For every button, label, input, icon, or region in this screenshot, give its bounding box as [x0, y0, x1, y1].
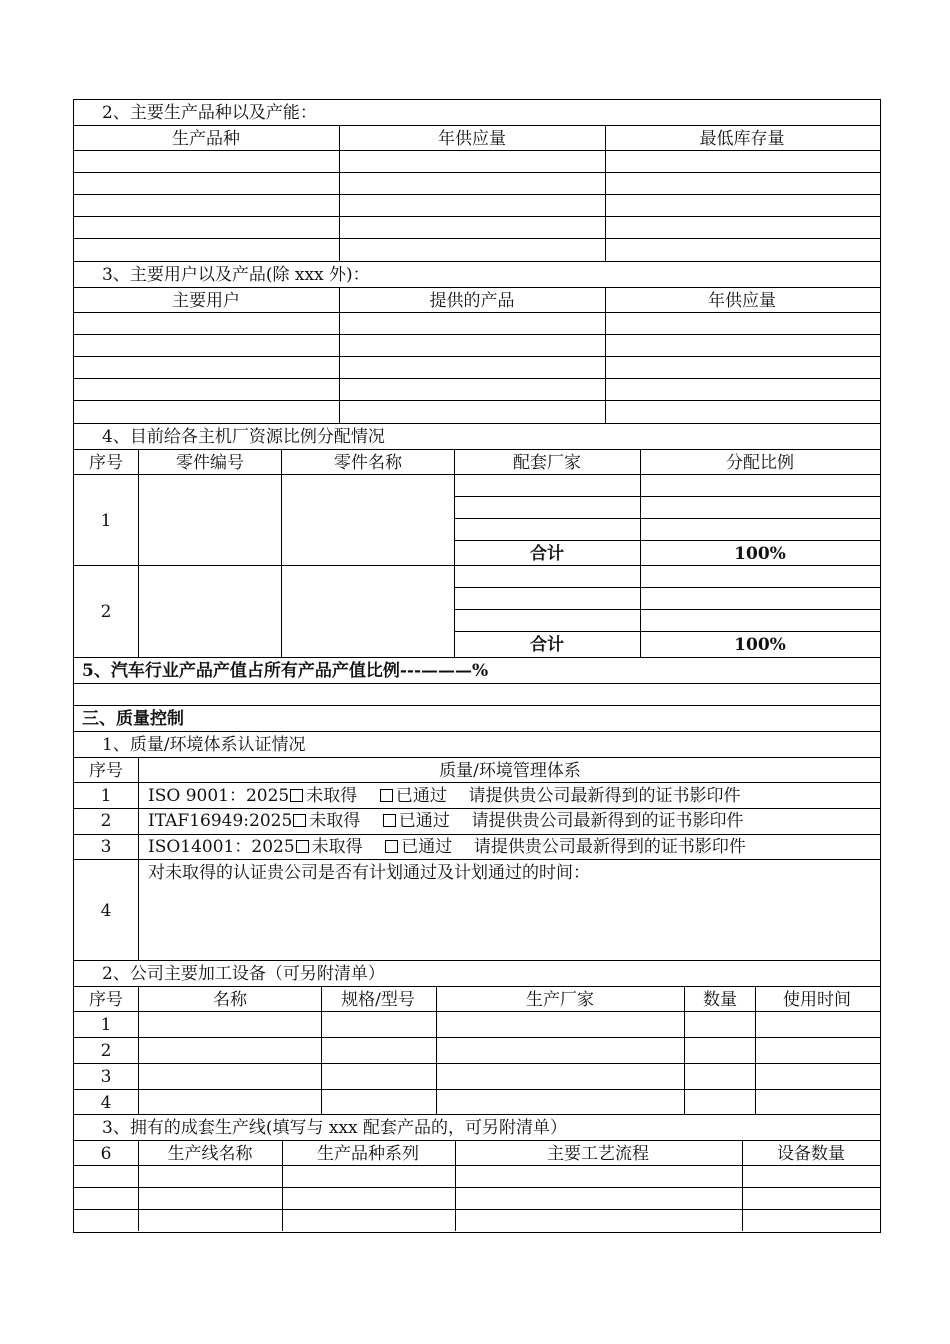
cert-row-3-seq: 3 [100, 837, 112, 857]
equipment-row-seq: 4 [100, 1093, 112, 1113]
group-1-total-label: 合计 [530, 544, 564, 564]
col-header-pl-equipment-count: 设备数量 [777, 1144, 845, 1164]
section-heading-auto-ratio: 5、汽车行业产品产值占所有产品产值比例---———% [82, 661, 489, 681]
cert-row-3 [148, 837, 746, 857]
quality-control-title: 三、质量控制 [82, 709, 184, 729]
col-header-eq-seq: 序号 [89, 990, 123, 1010]
group-2-total-label: 合计 [530, 635, 564, 655]
section-heading-customers: 3、主要用户以及产品(除 xxx 外)： [102, 265, 370, 285]
checkbox-passed[interactable] [385, 840, 398, 853]
cert-row-1 [148, 786, 740, 806]
equipment-row-seq: 3 [100, 1067, 112, 1087]
col-header-management-system: 质量/环境管理体系 [439, 761, 581, 781]
option-label: 未取得 [309, 811, 361, 831]
col-header-eq-manufacturer: 生产厂家 [526, 990, 594, 1010]
cert-request-note: 请提供贵公司最新得到的证书影印件 [468, 786, 741, 806]
checkbox-not-obtained[interactable] [290, 789, 303, 802]
col-header-pl-process: 主要工艺流程 [547, 1144, 649, 1164]
col-header-cert-seq: 序号 [89, 761, 123, 781]
cert-row-1-seq: 1 [100, 786, 112, 806]
checkbox-not-obtained[interactable] [293, 814, 306, 827]
cert-standard: ISO 9001：2025 [148, 786, 290, 806]
checkbox-passed[interactable] [380, 789, 393, 802]
col-header-seq: 序号 [89, 453, 123, 473]
col-header-eq-spec: 规格/型号 [341, 990, 415, 1010]
col-header-eq-service-time: 使用时间 [783, 990, 851, 1010]
cert-plan-question[interactable]: 对未取得的认证贵公司是否有计划通过及计划通过的时间： [148, 863, 590, 883]
col-header-eq-name: 名称 [213, 990, 247, 1010]
group-1-total-value: 100% [734, 544, 786, 564]
option-label: 未取得 [306, 786, 358, 806]
production-line-heading: 3、拥有的成套生产线(填写与 xxx 配套产品的，可另附清单） [102, 1118, 568, 1138]
cert-standard: ISO14001：2025 [148, 837, 295, 857]
col-header-product-variety: 生产品种 [172, 129, 240, 149]
cert-request-note: 请提供贵公司最新得到的证书影印件 [473, 837, 746, 857]
certification-heading: 1、质量/环境体系认证情况 [102, 735, 306, 755]
col-header-ratio: 分配比例 [726, 453, 794, 473]
checkbox-not-obtained[interactable] [296, 840, 309, 853]
option-label: 已通过 [401, 837, 453, 857]
section-heading-production: 2、主要生产品种以及产能： [102, 103, 317, 123]
checkbox-passed[interactable] [383, 814, 396, 827]
equipment-row-seq: 2 [100, 1041, 112, 1061]
col-header-eq-quantity: 数量 [703, 990, 737, 1010]
cert-standard: ITAF16949:2025 [148, 811, 293, 831]
col-header-oem: 配套厂家 [513, 453, 581, 473]
cert-row-4-seq: 4 [100, 901, 112, 921]
col-header-annual-supply-2: 年供应量 [708, 291, 776, 311]
group-2-seq: 2 [100, 602, 112, 622]
group-1-seq: 1 [100, 511, 112, 531]
option-label: 已通过 [398, 811, 450, 831]
col-header-part-name: 零件名称 [334, 453, 402, 473]
cert-row-2 [148, 811, 744, 831]
option-label: 已通过 [395, 786, 447, 806]
col-header-pl-name: 生产线名称 [167, 1144, 253, 1164]
cert-request-note: 请提供贵公司最新得到的证书影印件 [471, 811, 744, 831]
col-header-part-number: 零件编号 [176, 453, 244, 473]
col-header-annual-supply: 年供应量 [438, 129, 506, 149]
section-heading-allocation: 4、目前给各主机厂资源比例分配情况 [102, 427, 385, 447]
option-label: 未取得 [311, 837, 363, 857]
col-header-pl-seq: 6 [100, 1144, 112, 1164]
col-header-pl-series: 生产品种系列 [317, 1144, 419, 1164]
group-2-total-value: 100% [734, 635, 786, 655]
col-header-products-supplied: 提供的产品 [429, 291, 515, 311]
cert-row-2-seq: 2 [100, 811, 112, 831]
equipment-row-seq: 1 [100, 1015, 112, 1035]
col-header-min-inventory: 最低库存量 [699, 129, 785, 149]
equipment-heading: 2、公司主要加工设备（可另附清单） [102, 964, 385, 984]
col-header-main-customer: 主要用户 [172, 291, 240, 311]
